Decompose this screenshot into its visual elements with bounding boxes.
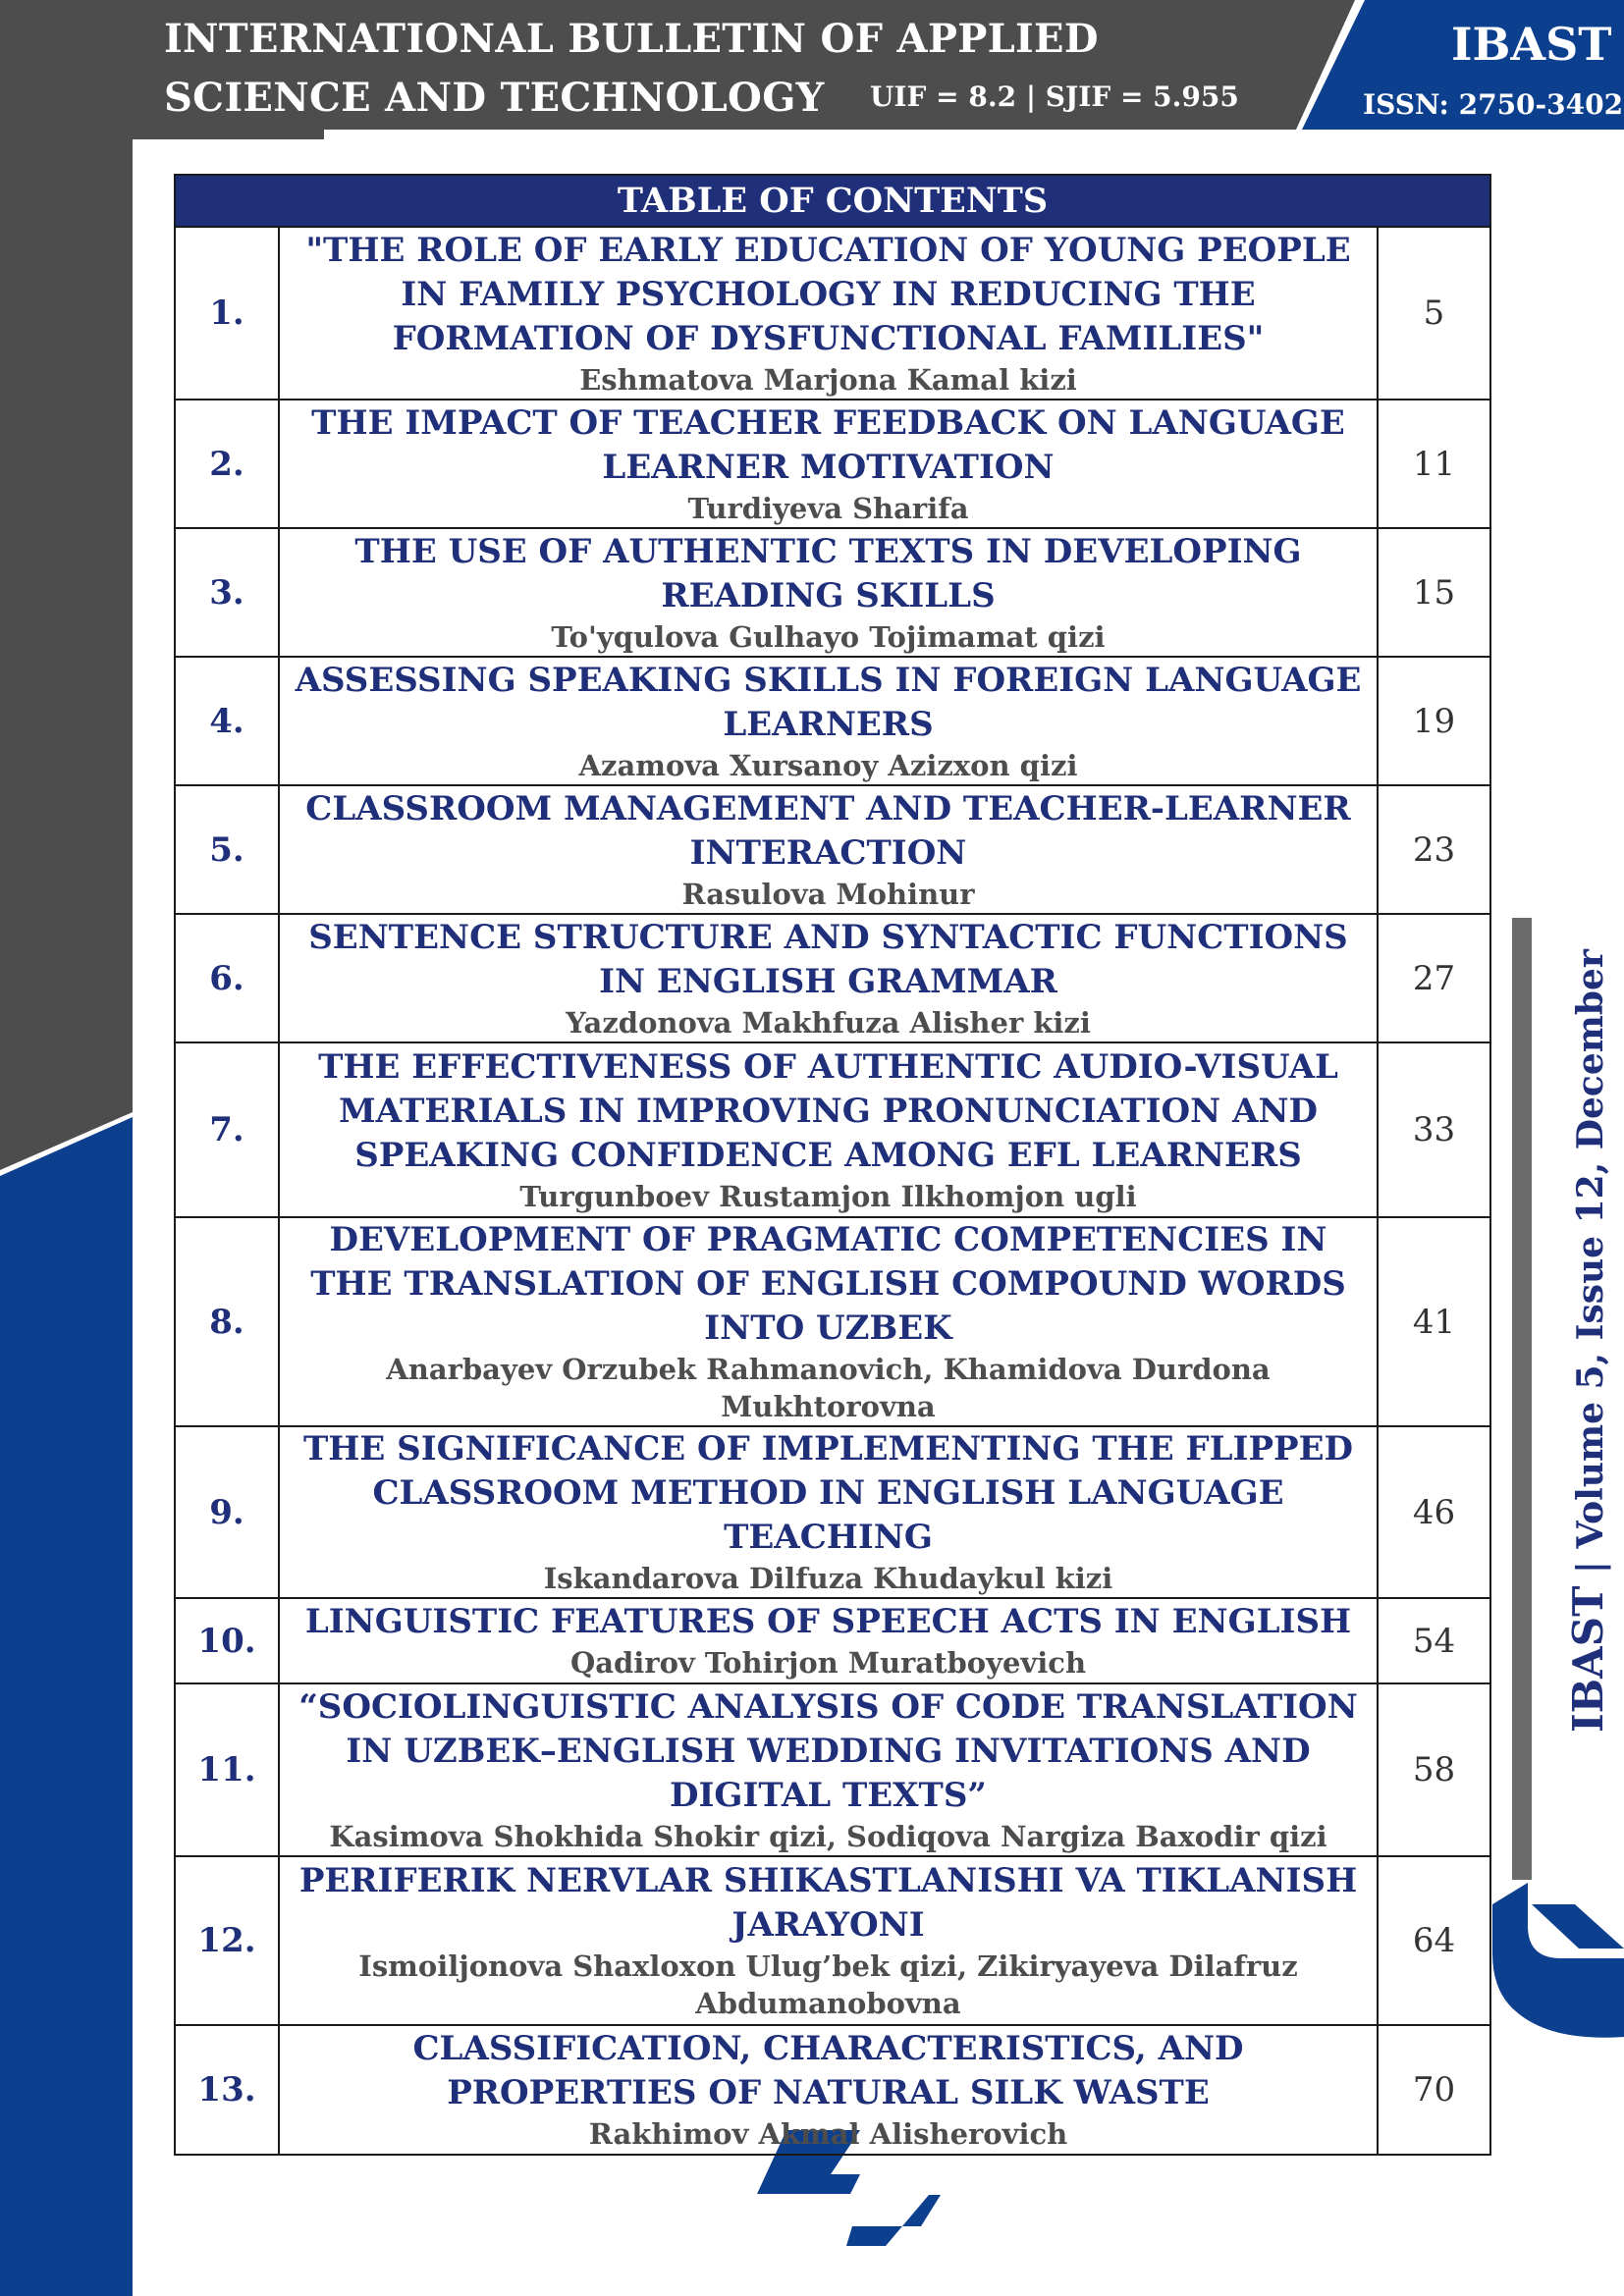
issn: ISSN: 2750-3402 <box>1363 88 1624 121</box>
toc-entry-page[interactable]: 19 <box>1378 657 1490 785</box>
toc-entry-title[interactable]: CLASSIFICATION, CHARACTERISTICS, AND PROPERTIES OF NATURAL SILK WASTE <box>412 2029 1244 2112</box>
toc-entry-page[interactable]: 64 <box>1378 1856 1490 2025</box>
toc-heading: TABLE OF CONTENTS <box>175 175 1490 227</box>
toc-entry-author: Eshmatova Marjona Kamal kizi <box>579 362 1077 397</box>
toc-entry-author: Qadirov Tohirjon Muratboyevich <box>569 1646 1087 1680</box>
toc-entry-number: 5. <box>175 785 279 914</box>
toc-entry-number: 1. <box>175 227 279 400</box>
toc-entry-title[interactable]: SENTENCE STRUCTURE AND SYNTACTIC FUNCTIONS IN ENGLISH GRAMMAR <box>308 917 1348 1001</box>
toc-entry-number: 3. <box>175 528 279 657</box>
toc-row[interactable] <box>175 657 1490 785</box>
toc-row[interactable] <box>175 1856 1490 2025</box>
toc-entry-title[interactable]: ASSESSING SPEAKING SKILLS IN FOREIGN LANGUAGE LEARNERS <box>295 660 1362 744</box>
toc-entry-page[interactable]: 70 <box>1378 2025 1490 2155</box>
toc-entry <box>279 1856 1378 2025</box>
left-blue-band <box>0 1117 133 2296</box>
toc-entry <box>279 1042 1378 1217</box>
toc-entry-author: Yazdonova Makhfuza Alisher kizi <box>566 1005 1091 1040</box>
toc-row[interactable] <box>175 1598 1490 1683</box>
toc-entry-title[interactable]: DEVELOPMENT OF PRAGMATIC COMPETENCIES IN THE TRANSLATION OF ENGLISH COMPOUND WORDS INTO UZBEK <box>310 1220 1346 1348</box>
toc-entry-author: Anarbayev Orzubek Rahmanovich, Khamidova Durdona Mukhtorovna <box>386 1353 1271 1423</box>
toc-entry-author: Iskandarova Dilfuza Khudaykul kizi <box>543 1562 1113 1595</box>
toc-entry-title[interactable]: THE SIGNIFICANCE OF IMPLEMENTING THE FLIPPED CLASSROOM METHOD IN ENGLISH LANGUAGE TEACHING <box>303 1429 1353 1557</box>
toc-entry-author: Turgunboev Rustamjon Ilkhomjon ugli <box>519 1179 1137 1213</box>
toc-entry-page[interactable]: 11 <box>1378 400 1490 528</box>
toc-entry-author: Ismoiljonova Shaxloxon Ulug’bek qizi, Zikiryayeva Dilafruz Abdumanobovna <box>358 1949 1298 2020</box>
toc-entry-title[interactable]: “SOCIOLINGUISTIC ANALYSIS OF CODE TRANSLATION IN UZBEK–ENGLISH WEDDING INVITATIONS AND DIGITAL TEXTS” <box>298 1686 1358 1815</box>
side-label-volume: | Volume 5, Issue 12, December <box>1570 949 1611 1586</box>
toc-entry <box>279 914 1378 1042</box>
toc-entry <box>279 1683 1378 1856</box>
toc-row[interactable] <box>175 914 1490 1042</box>
journal-abbreviation: IBAST <box>1451 18 1612 71</box>
toc-row[interactable] <box>175 1426 1490 1598</box>
toc-entry-page[interactable]: 27 <box>1378 914 1490 1042</box>
toc-entry-page[interactable]: 54 <box>1378 1598 1490 1683</box>
toc-entry-title[interactable]: LINGUISTIC FEATURES OF SPEECH ACTS IN ENGLISH <box>304 1602 1352 1641</box>
toc-entry-author: Rasulova Mohinur <box>681 877 975 911</box>
side-volume-label <box>1564 949 1612 1733</box>
toc-entry-number: 2. <box>175 400 279 528</box>
toc-entry <box>279 657 1378 785</box>
toc-entry-number: 4. <box>175 657 279 785</box>
toc-entry <box>279 528 1378 657</box>
toc-entry-page[interactable]: 15 <box>1378 528 1490 657</box>
toc-entry-author: Rakhimov Akmal Alisherovich <box>588 2117 1068 2151</box>
toc-entry-title[interactable]: PERIFERIK NERVLAR SHIKASTLANISHI VA TIKLANISH JARAYONI <box>298 1861 1358 1945</box>
toc-entry-page[interactable]: 46 <box>1378 1426 1490 1598</box>
toc-entry <box>279 2025 1378 2155</box>
toc-entry-title[interactable]: CLASSROOM MANAGEMENT AND TEACHER-LEARNER INTERACTION <box>305 788 1351 873</box>
toc-entry <box>279 1598 1378 1683</box>
side-label-abbr: IBAST <box>1564 1585 1612 1733</box>
toc-entry-title[interactable]: THE EFFECTIVENESS OF AUTHENTIC AUDIO-VISUAL MATERIALS IN IMPROVING PRONUNCIATION AND SPEAKING CONFIDENCE AMONG EFL LEARNERS <box>318 1046 1338 1175</box>
toc-entry-number: 7. <box>175 1042 279 1217</box>
impact-factors: UIF = 8.2 | SJIF = 5.955 <box>870 80 1239 113</box>
toc-entry-number: 10. <box>175 1598 279 1683</box>
toc-entry-number: 6. <box>175 914 279 1042</box>
toc-body <box>175 227 1490 2155</box>
toc-entry-author: Kasimova Shokhida Shokir qizi, Sodiqova Nargiza Baxodir qizi <box>329 1819 1327 1853</box>
toc-entry <box>279 785 1378 914</box>
toc-entry-number: 11. <box>175 1683 279 1856</box>
journal-title: INTERNATIONAL BULLETIN OF APPLIED SCIENCE AND TECHNOLOGY <box>164 16 1099 121</box>
toc-entry-number: 13. <box>175 2025 279 2155</box>
right-gray-bar <box>1512 918 1532 1880</box>
toc-entry-title[interactable]: "THE ROLE OF EARLY EDUCATION OF YOUNG PEOPLE IN FAMILY PSYCHOLOGY IN REDUCING THE FORMATION OF DYSFUNCTIONAL FAMILIES" <box>305 230 1351 358</box>
toc-entry-number: 9. <box>175 1426 279 1598</box>
toc-entry-page[interactable]: 33 <box>1378 1042 1490 1217</box>
toc-entry-page[interactable]: 23 <box>1378 785 1490 914</box>
toc-entry <box>279 1217 1378 1426</box>
toc-entry <box>279 1426 1378 1598</box>
toc-row[interactable] <box>175 400 1490 528</box>
toc-row[interactable] <box>175 227 1490 400</box>
table-of-contents <box>174 174 1491 2156</box>
toc-entry-number: 8. <box>175 1217 279 1426</box>
toc-row[interactable] <box>175 1217 1490 1426</box>
toc-entry-author: Turdiyeva Sharifa <box>687 491 969 525</box>
toc-entry-author: To'yqulova Gulhayo Tojimamat qizi <box>551 619 1106 654</box>
toc-entry-author: Azamova Xursanoy Azizxon qizi <box>578 748 1078 782</box>
bottom-logo-bottom <box>846 2195 941 2246</box>
side-logo-notch <box>1532 1904 1624 1949</box>
toc-entry-page[interactable]: 5 <box>1378 227 1490 400</box>
toc-entry-title[interactable]: THE IMPACT OF TEACHER FEEDBACK ON LANGUAGE LEARNER MOTIVATION <box>311 402 1345 487</box>
toc-entry <box>279 227 1378 400</box>
toc-entry-number: 12. <box>175 1856 279 2025</box>
toc-row[interactable] <box>175 528 1490 657</box>
toc-entry-page[interactable]: 58 <box>1378 1683 1490 1856</box>
toc-row[interactable] <box>175 785 1490 914</box>
toc-entry-title[interactable]: THE USE OF AUTHENTIC TEXTS IN DEVELOPING READING SKILLS <box>354 531 1302 615</box>
toc-entry <box>279 400 1378 528</box>
toc-row[interactable] <box>175 1683 1490 1856</box>
toc-row[interactable] <box>175 1042 1490 1217</box>
toc-entry-page[interactable]: 41 <box>1378 1217 1490 1426</box>
toc-row[interactable] <box>175 2025 1490 2155</box>
